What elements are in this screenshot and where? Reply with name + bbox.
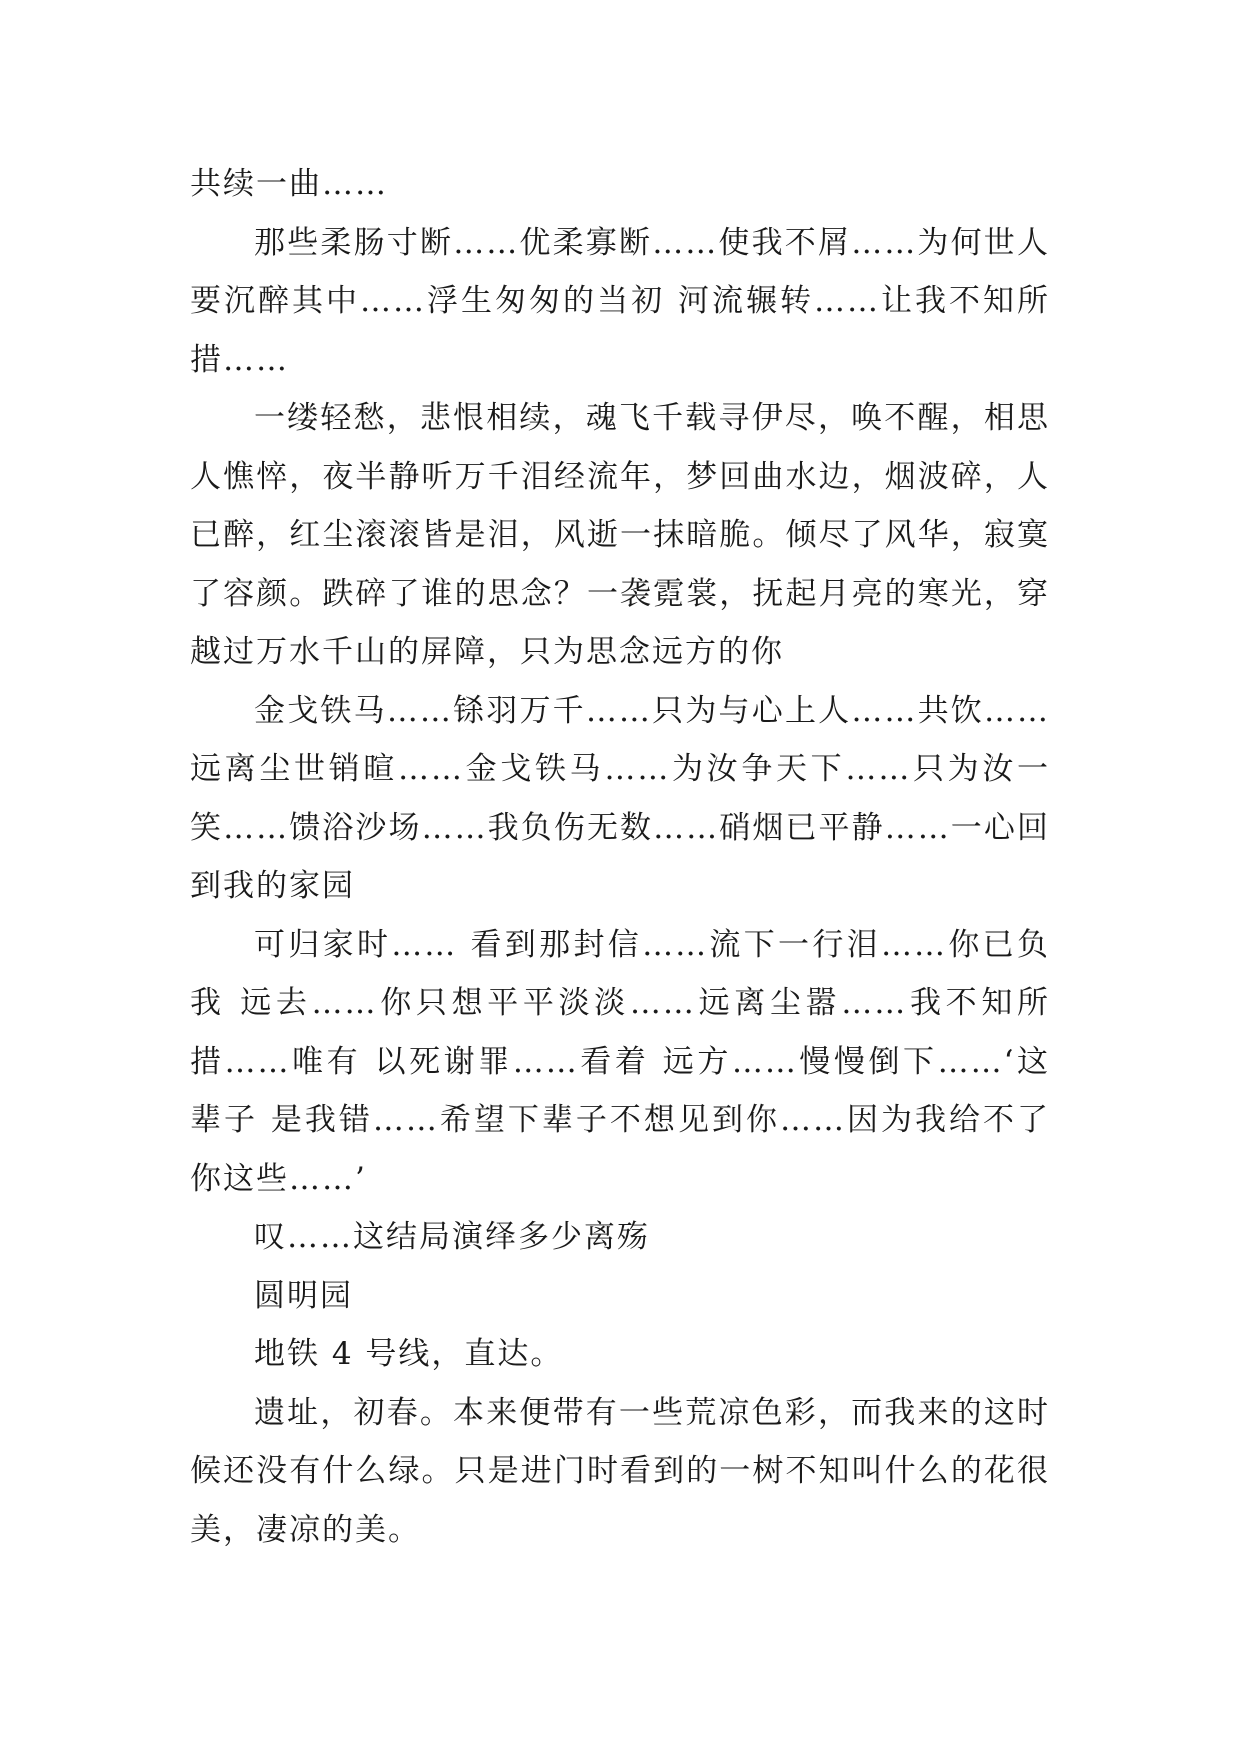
paragraph-3: 一缕轻愁，悲恨相续，魂飞千载寻伊尽，唤不醒，相思人憔悴，夜半静听万千泪经流年，梦回曲水边，烟波碎，人已醉，红尘滚滚皆是泪，风逝一抹暗脆。倾尽了风华，寂寞了容颜。跌碎了谁的思念？一袭霓裳，抚起月亮的寒光，穿越过万水千山的屏障，只为思念远方的你 <box>190 400 1050 670</box>
paragraph-2: 那些柔肠寸断……优柔寡断……使我不屑……为何世人 要沉醉其中……浮生匆匆的当初 河流辗转……让我不知所措…… <box>190 224 1050 378</box>
paragraph-6: 叹……这结局演绎多少离殇 <box>254 1219 650 1255</box>
paragraph-9: 遗址，初春。本来便带有一些荒凉色彩，而我来的这时候还没有什么绿。只是进门时看到的一树不知叫什么的花很美，凄凉的美。 <box>190 1394 1050 1548</box>
paragraph-5: 可归家时…… 看到那封信……流下一行泪……你已负我 远去……你只想平平淡淡……远离尘嚣……我不知所措……唯有 以死谢罪……看着 远方……慢慢倒下……‘这辈子 是我错……希望下辈子不想见到你……因为我给不了你这些……’ <box>190 926 1050 1197</box>
paragraph-7: 圆明园 <box>254 1277 353 1314</box>
document-body <box>190 155 1050 1559</box>
paragraph-1: 共续一曲…… <box>190 166 388 202</box>
paragraph-8: 地铁 4 号线，直达。 <box>254 1336 564 1372</box>
paragraph-4: 金戈铁马……铩羽万千……只为与心上人……共饮……远离尘世销暄……金戈铁马……为汝争天下……只为汝一笑……馈浴沙场……我负伤无数……硝烟已平静……一心回到我的家园 <box>190 692 1050 904</box>
